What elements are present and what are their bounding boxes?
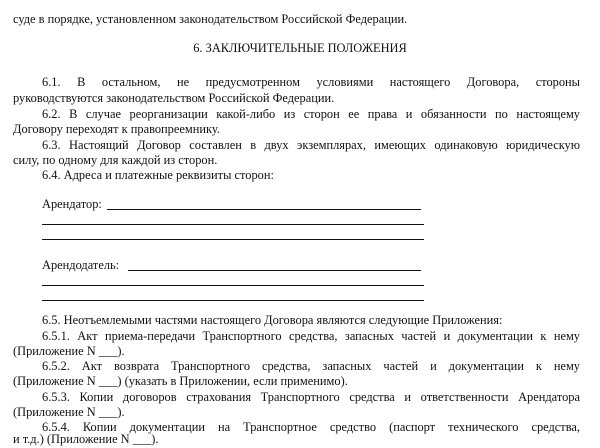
lessor-fill-line-2 bbox=[42, 224, 424, 225]
clause-6-2-line-1: 6.2. В случае реорганизации какой-либо из сторон ее права и обязанности по настоящему bbox=[42, 107, 580, 121]
clause-6-5-2-line-2: (Приложение N ___) (указать в Приложении, если применимо). bbox=[13, 374, 348, 388]
lessor-fill-line-1 bbox=[107, 209, 421, 210]
clause-6-5-3-line-1: 6.5.3. Копии договоров страхования Транспортного средства и ответственности Арендатора bbox=[42, 390, 580, 404]
lessee-fill-line-3 bbox=[42, 300, 424, 301]
clause-6-5-1-line-2: (Приложение N ___). bbox=[13, 344, 125, 358]
lessor-fill-line-3 bbox=[42, 239, 424, 240]
clause-6-3-line-1: 6.3. Настоящий Договор составлен в двух экземплярах, имеющих одинаковую юридическую bbox=[42, 138, 580, 152]
clause-6-5-4-line-2: и т.д.) (Приложение N ___). bbox=[13, 432, 159, 446]
lessee-fill-line-1 bbox=[128, 270, 421, 271]
clause-6-5-4-line-1: 6.5.4. Копии документации на Транспортное средство (паспорт технического средства, bbox=[42, 420, 580, 434]
lessee-fill-line-2 bbox=[42, 285, 424, 286]
clause-6-1-line-1: 6.1. В остальном, не предусмотренном условиями настоящего Договора, стороны bbox=[42, 75, 580, 89]
lessee-label: Арендодатель: bbox=[42, 258, 120, 272]
clause-6-3-line-2: силу, по одному для каждой из сторон. bbox=[13, 153, 218, 167]
clause-6-5-2-line-1: 6.5.2. Акт возврата Транспортного средства, запасных частей и документации к нему bbox=[42, 359, 580, 373]
text-line-court: суде в порядке, установленном законодательством Российской Федерации. bbox=[13, 12, 408, 26]
lessor-label: Арендатор: bbox=[42, 197, 102, 211]
clause-6-4: 6.4. Адреса и платежные реквизиты сторон: bbox=[42, 168, 274, 182]
clause-6-1-line-2: руководствуются законодательством Российской Федерации. bbox=[13, 91, 335, 105]
clause-6-5-3-line-2: (Приложение N ___). bbox=[13, 405, 125, 419]
clause-6-2-line-2: Договору переходят к правопреемнику. bbox=[13, 122, 220, 136]
section-heading: 6. ЗАКЛЮЧИТЕЛЬНЫЕ ПОЛОЖЕНИЯ bbox=[193, 41, 407, 55]
clause-6-5-1-line-1: 6.5.1. Акт приема-передачи Транспортного средства, запасных частей и документации к нему bbox=[42, 329, 580, 343]
clause-6-5: 6.5. Неотъемлемыми частями настоящего Договора являются следующие Приложения: bbox=[42, 313, 503, 327]
